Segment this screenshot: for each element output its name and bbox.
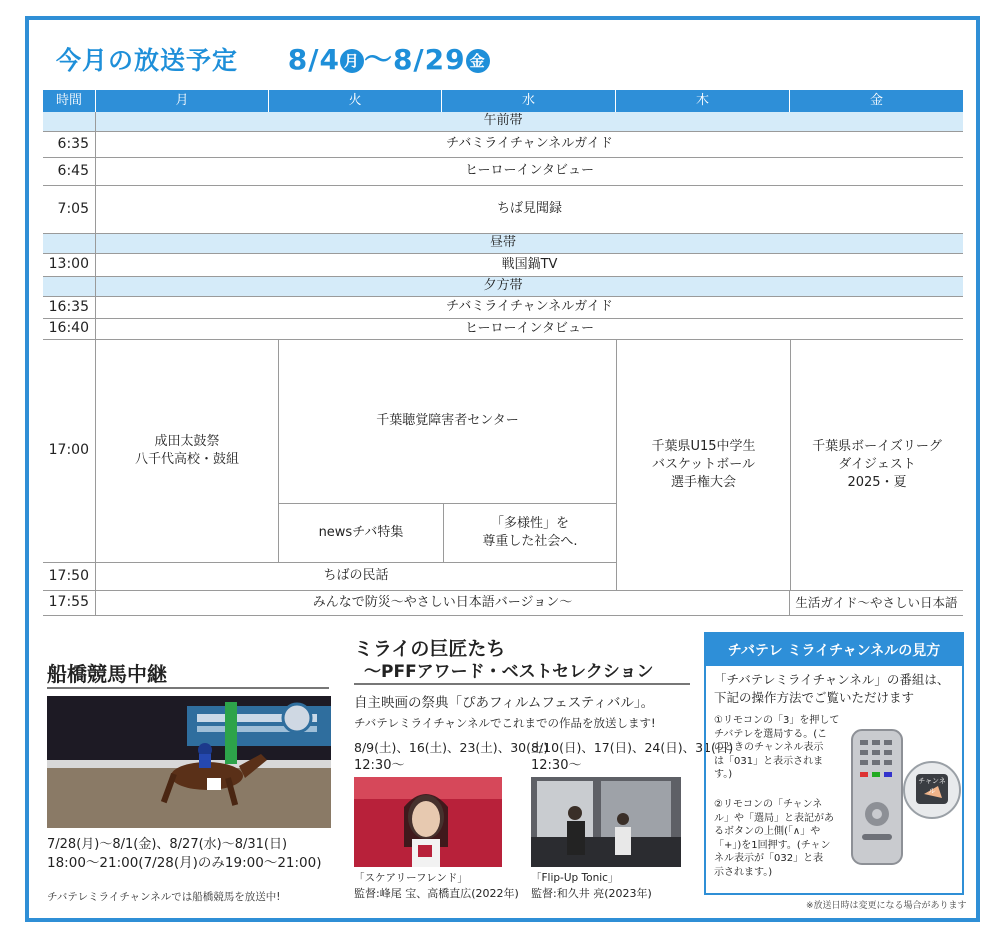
- program-1750: ちばの民話: [96, 563, 616, 591]
- header-mon: 月: [96, 90, 269, 112]
- time-0705: 7:05: [43, 186, 96, 234]
- day-badge-end: 金: [466, 49, 490, 73]
- header-wed: 水: [442, 90, 616, 112]
- band-noon: 昼帯: [43, 234, 963, 254]
- guide-intro-2: 下記の操作方法でご覧いただけます: [714, 690, 915, 705]
- date-range: 8/4 月 〜8/29 金: [288, 43, 490, 76]
- program-1755: みんなで防災〜やさしい日本語バージョン〜: [96, 591, 790, 616]
- time-1755: 17:55: [43, 591, 96, 616]
- film1-dates: 8/9(土)、16(土)、23(土)、30(土): [354, 740, 549, 755]
- guide-step-1: ①リモコンの「3」を押して チバテレを選局する。(こ のときのチャンネル表示 は「031」と表示されま す。): [714, 715, 840, 780]
- program-tue-news: newsチバ特集: [278, 504, 443, 563]
- mirai-subtitle: 〜PFFアワード・ベストセレクション: [364, 662, 654, 682]
- film2-director: 監督:和久井 亮(2023年): [531, 887, 652, 900]
- header-thu: 木: [616, 90, 790, 112]
- horse-racing-photo: [47, 696, 331, 828]
- day-badge-start: 月: [340, 49, 364, 73]
- header-tue: 火: [269, 90, 442, 112]
- time-1300: 13:00: [43, 254, 96, 277]
- program-wed-diversity: 「多様性」を 尊重した社会へ.: [443, 504, 616, 563]
- program-1300: 戦国鍋TV: [96, 254, 963, 277]
- program-tuewed-1700: 千葉聴覚障害者センター: [278, 340, 616, 504]
- remote-control-illustration: [850, 728, 962, 868]
- film2-name: 「Flip-Up Tonic」: [531, 872, 619, 884]
- program-mon-1700: 成田太鼓祭 八千代高校・鼓組: [96, 340, 278, 563]
- program-fri-boys-league: 千葉県ボーイズリーグ ダイジェスト 2025・夏: [790, 340, 963, 591]
- keiba-rule: [47, 687, 329, 689]
- program-1640: ヒーローインタビュー: [96, 319, 963, 340]
- time-0645: 6:45: [43, 158, 96, 186]
- keiba-dates: 7/28(月)〜8/1(金)、8/27(水)〜8/31(日): [47, 837, 288, 852]
- mirai-title: ミライの巨匠たち: [354, 638, 506, 660]
- time-1700: 17:00: [43, 340, 96, 563]
- guide-step-2: ②リモコンの「チャンネ ル」や「選局」と表記があ るボタンの上側(「∧」や 「+」)を1回押す。(チャン ネル表示が「032」と表 示されます。): [714, 799, 834, 878]
- film1-time: 12:30〜: [354, 758, 405, 773]
- time-0635: 6:35: [43, 132, 96, 158]
- program-0635: チバミライチャンネルガイド: [96, 132, 963, 158]
- flip-up-tonic-photo: [531, 777, 681, 867]
- header-fri: 金: [790, 90, 963, 112]
- band-morning: 午前帯: [43, 112, 963, 132]
- program-thu-basketball: 千葉県U15中学生 バスケットボール 選手権大会: [616, 340, 790, 591]
- footnote: ※放送日時は変更になる場合があります: [806, 901, 967, 911]
- guide-box: [704, 632, 964, 895]
- film1-name: 「スケアリーフレンド」: [354, 872, 468, 884]
- time-1750: 17:50: [43, 563, 96, 591]
- film2-dates: 8/10(日)、17(日)、24(日)、31(日): [531, 740, 734, 755]
- remote-channel-label: チャンネル: [918, 777, 946, 795]
- page-title: 今月の放送予定 8/4 月 〜8/29 金: [56, 38, 490, 78]
- program-0705: ちば見聞録: [96, 186, 963, 234]
- keiba-time: 18:00〜21:00(7/28(月)のみ19:00〜21:00): [47, 855, 322, 871]
- program-0645: ヒーローインタビュー: [96, 158, 963, 186]
- header-time: 時間: [43, 90, 96, 112]
- scary-friend-photo: [354, 777, 502, 867]
- mirai-rule: [354, 683, 690, 685]
- program-1635: チバミライチャンネルガイド: [96, 297, 963, 319]
- film2-time: 12:30〜: [531, 758, 582, 773]
- program-fri-1755: 生活ガイド〜やさしい日本語: [790, 591, 963, 616]
- time-1640: 16:40: [43, 319, 96, 340]
- mirai-desc-2: チバテレミライチャンネルでこれまでの作品を放送します!: [354, 716, 656, 730]
- film1-director: 監督:峰尾 宝、高橋直広(2022年): [354, 887, 519, 900]
- keiba-title: 船橋競馬中継: [47, 662, 167, 686]
- guide-intro-1: 「チバテレミライチャンネル」の番組は、: [714, 672, 950, 687]
- guide-title: チバテレ ミライチャンネルの見方: [706, 634, 962, 666]
- keiba-note: チバテレミライチャンネルでは船橋競馬を放送中!: [47, 891, 281, 903]
- band-evening: 夕方帯: [43, 277, 963, 297]
- time-1635: 16:35: [43, 297, 96, 319]
- mirai-desc-1: 自主映画の祭典「ぴあフィルムフェスティバル」。: [354, 695, 655, 711]
